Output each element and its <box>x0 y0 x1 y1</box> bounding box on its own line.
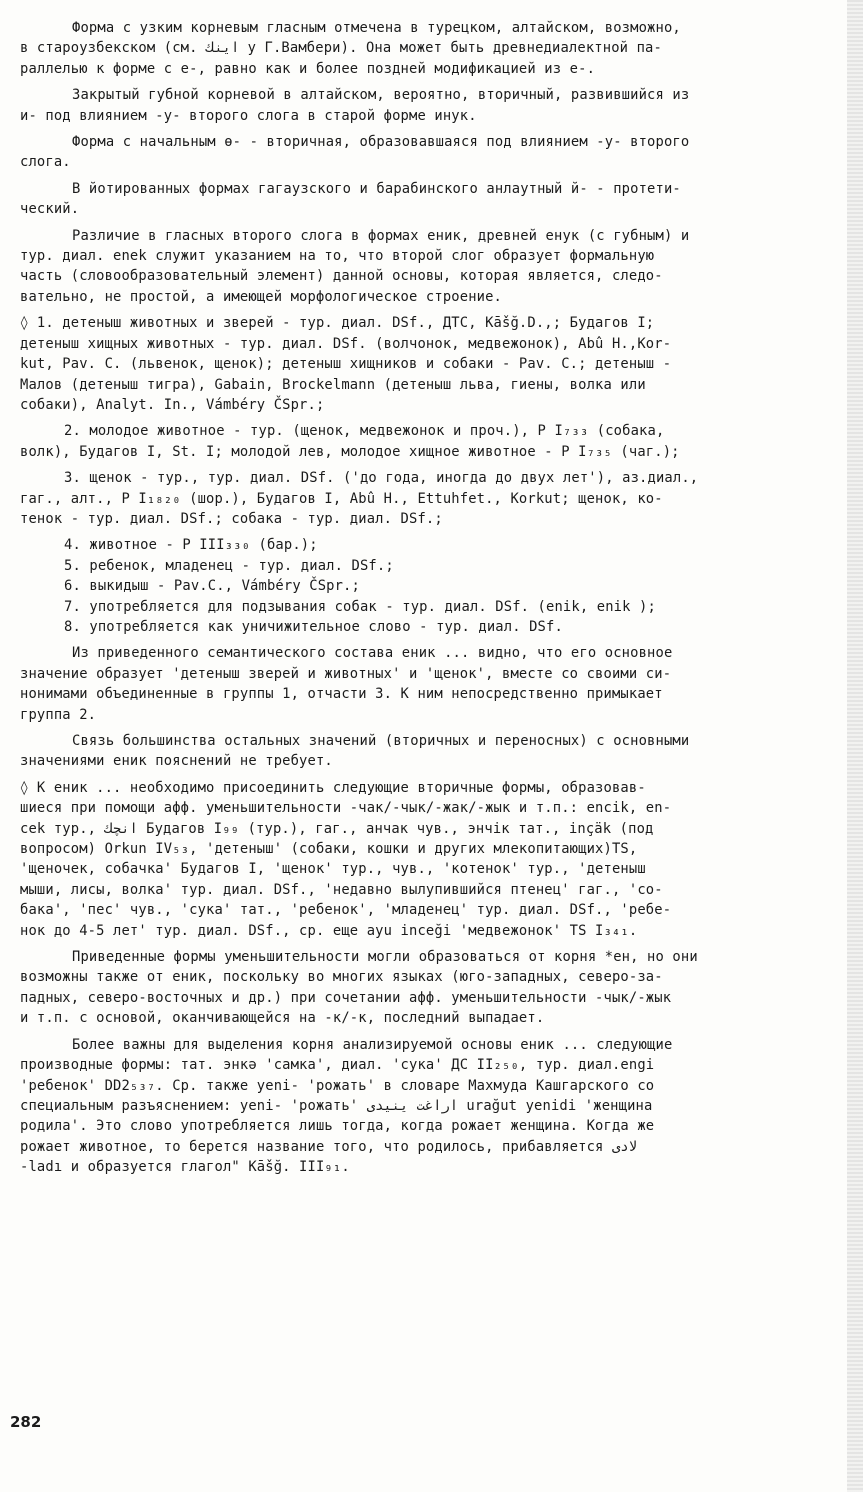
text-line: детеныш хищных животных - тур. диал. DSf. (волчонок, медвежонок), Abû H.,Kor- <box>20 335 672 352</box>
scan-edge-shadow <box>847 0 863 1492</box>
text-line: Закрытый губной корневой в алтайском, вероятно, вторичный, развившийся из <box>72 87 690 104</box>
text-line: и т.п. с основой, оканчивающейся на -к/-к, последний выпадает. <box>20 1010 545 1027</box>
text-line: в староузбекском (см. ﺍﻳﻨﻚ у Г.Вамбери). Она может быть древнедиалектной па- <box>20 40 662 57</box>
text-line: значение образует 'детеныш зверей и животных' и 'щенок', вместе со своими си- <box>20 665 672 682</box>
text-line: ◊ 1. детеныш животных и зверей - тур. диал. DSf., ДТС, Kāšğ.D.,; Будагов I; <box>20 315 655 332</box>
text-line: 'ребенок' DD2₅₃₇. Ср. также yeni- 'рожать' в словаре Махмуда Кашгарского со <box>20 1077 655 1094</box>
paragraph-9 <box>20 947 848 1029</box>
text-line: возможны также от еник, поскольку во многих языках (юго-западных, северо-за- <box>20 969 663 986</box>
text-line: слога. <box>20 154 71 171</box>
text-line: волк), Будагов I, St. I; молодой лев, молодое хищное животное - P I₇₃₅ (чаг.); <box>20 443 680 460</box>
text-line: раллелью к форме с е-, равно как и более поздней модификацией из е-. <box>20 60 596 77</box>
text-line: В йотированных формах гагаузского и барабинского анлаутный й- - протети- <box>72 180 681 197</box>
text-line: Из приведенного семантического состава еник ... видно, что его основное <box>72 645 673 662</box>
text-line: Более важны для выделения корня анализируемой основы еник ... следующие <box>72 1036 673 1053</box>
page-number: 282 <box>10 1413 42 1431</box>
text-line: часть (словообразовательный элемент) данной основы, которая является, следо- <box>20 268 663 285</box>
text-line: 5. ребенок, младенец - тур. диал. DSf.; <box>64 557 394 574</box>
text-line: вательно, не простой, а имеющей морфологическое строение. <box>20 288 503 305</box>
text-line: группа 2. <box>20 706 97 723</box>
text-line: гаг., алт., P I₁₈₂₀ (шор.), Будагов I, Abû H., Ettuhfet., Korkut; щенок, ко- <box>20 490 663 507</box>
paragraph-6 <box>20 643 848 725</box>
paragraph-5 <box>20 226 848 308</box>
text-line: Малов (детеныш тигра), Gabain, Brockelmann (детеныш льва, гиены, волка или <box>20 376 646 393</box>
text-line: рожает животное, то берется название того, что родилось, прибавляется ﻻﺩﻯ <box>20 1138 637 1155</box>
text-line: тур. диал. enek служит указанием на то, что второй слог образует формальную <box>20 248 655 265</box>
text-line: ческий. <box>20 201 80 218</box>
text-line: родила'. Это слово употребляется лишь тогда, когда рожает женщина. Когда же <box>20 1118 655 1135</box>
text-line: нонимами объединенные в группы 1, отчасти 3. К ним непосредственно примыкает <box>20 686 663 703</box>
meaning-1 <box>20 313 848 415</box>
paragraph-8 <box>20 778 848 941</box>
text-line: 2. молодое животное - тур. (щенок, медвежонок и проч.), P I₇₃₃ (собака, <box>64 423 665 440</box>
text-line: вопросом) Orkun IV₅₃, 'детеныш' (собаки, кошки и других млекопитающих)TS, <box>20 841 638 858</box>
meaning-3 <box>20 468 848 529</box>
paragraph-10 <box>20 1035 848 1178</box>
text-line: Различие в гласных второго слога в формах еник, древней енук (с губным) и <box>72 227 690 244</box>
paragraph-7 <box>20 731 848 772</box>
text-line: -ladı и образуется глагол" Kāšğ. III₉₁. <box>20 1159 350 1176</box>
text-line: производные формы: тат. энкә 'самка', диал. 'сука' ДС II₂₅₀, тур. диал.engi <box>20 1057 655 1074</box>
text-line: 4. животное - P III₃₃₀ (бар.); <box>64 537 318 554</box>
text-line: 'щеночек, собачка' Будагов I, 'щенок' тур., чув., 'котенок' тур., 'детеныш <box>20 861 646 878</box>
body-text <box>20 18 848 1184</box>
text-line: Форма с начальным ө- - вторичная, образовавшаяся под влиянием -у- второго <box>72 134 690 151</box>
text-line: тенок - тур. диал. DSf.; собака - тур. диал. DSf.; <box>20 510 443 527</box>
text-line: Форма с узким корневым гласным отмечена в турецком, алтайском, возможно, <box>72 20 681 36</box>
text-line: и- под влиянием -у- второго слога в старой форме инук. <box>20 107 477 124</box>
text-line: 8. употребляется как уничижительное слово - тур. диал. DSf. <box>64 618 563 635</box>
text-line: 3. щенок - тур., тур. диал. DSf. ('до года, иногда до двух лет'), аз.диал., <box>64 470 699 487</box>
text-line: 6. выкидыш - Pav.C., Vámbéry ČSpr.; <box>64 578 360 595</box>
text-line: собаки), Analyt. In., Vámbéry ČSpr.; <box>20 396 325 413</box>
text-line: значениями еник пояснений не требует. <box>20 753 333 770</box>
paragraph-2 <box>20 85 848 126</box>
text-line: бака', 'пес' чув., 'сука' тат., 'ребенок', 'младенец' тур. диал. DSf., 'ребе- <box>20 902 672 919</box>
text-line: cek тур., ﺍﻧﭽﻚ Будагов I₉₉ (тур.), гаг., анчак чув., энчiк тат., inçäk (под <box>20 820 654 837</box>
text-line: ◊ К еник ... необходимо присоединить следующие вторичные формы, образовав- <box>20 779 646 796</box>
meanings-4-8 <box>20 535 848 637</box>
paragraph-1 <box>20 18 848 79</box>
text-line: шиеся при помощи афф. уменьшительности -чак/-чык/-жак/-жык и т.п.: encik, en- <box>20 800 672 817</box>
text-line: Приведенные формы уменьшительности могли образоваться от корня *ен, но они <box>72 949 698 966</box>
paragraph-4 <box>20 179 848 220</box>
text-line: специальным разъяснением: yeni- 'рожать' ﺍﺭﺍﻏﺖ ﻳﻨﻴﺪﻯ urağut yenidi 'женщина <box>20 1097 653 1114</box>
text-line: kut, Pav. C. (львенок, щенок); детеныш хищников и собаки - Pav. C.; детеныш - <box>20 356 672 373</box>
text-line: нок до 4-5 лет' тур. диал. DSf., ср. еще ayu inceği 'медвежонок' TS I₃₄₁. <box>20 922 638 939</box>
text-line: падных, северо-восточных и др.) при сочетании афф. уменьшительности -чык/-жык <box>20 989 672 1006</box>
text-line: Связь большинства остальных значений (вторичных и переносных) с основными <box>72 733 690 749</box>
text-line: 7. употребляется для подзывания собак - тур. диал. DSf. (enik, enik ); <box>64 598 656 615</box>
paragraph-3 <box>20 132 848 173</box>
meaning-2 <box>20 421 848 462</box>
text-line: мыши, лисы, волка' тур. диал. DSf., 'недавно вылупившийся птенец' гаг., 'со- <box>20 881 663 898</box>
